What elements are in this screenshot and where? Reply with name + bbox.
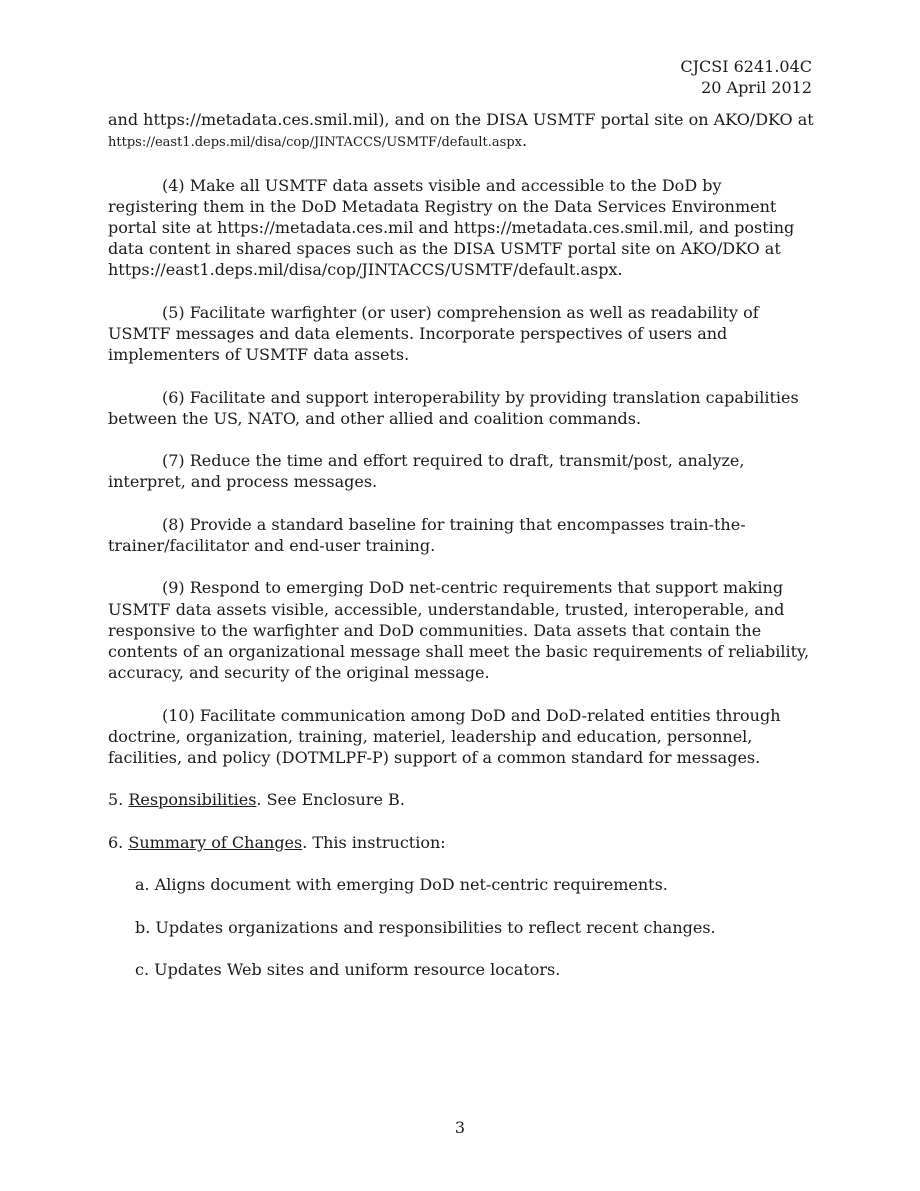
document-header xyxy=(680,56,812,98)
intro-paragraph xyxy=(108,109,816,153)
section-5-text: . See Enclosure B. xyxy=(256,790,405,810)
section-5-title: Responsibilities xyxy=(128,790,257,810)
change-item-c: c. Updates Web sites and uniform resource locators. xyxy=(135,959,561,979)
section-6-title: Summary of Changes xyxy=(128,832,303,852)
paragraph-6: (6) Facilitate and support interoperability by providing translation capabilities between the US, NATO, and other allied and coalition commands. xyxy=(108,387,799,428)
paragraph-5: (5) Facilitate warfighter (or user) comprehension as well as readability of USMTF messages and data elements. Incorporate perspectives of users and implementers of USMTF data assets. xyxy=(108,302,759,365)
paragraph-9: (9) Respond to emerging DoD net-centric requirements that support making USMTF data assets visible, accessible, understandable, trusted, interoperable, and responsive to the warfighter and DoD communities. Data assets that contain the contents of an organizational message shall meet the basic requirements of reliability, accuracy, and security of the original message. xyxy=(108,578,810,683)
paragraph-4: (4) Make all USMTF data assets visible and accessible to the DoD by registering them in the DoD Metadata Registry on the Data Services Environment portal site at https://metadata.ces.mil and https://metadata.ces.smil.mil, and posting data content in shared spaces such as the DISA USMTF portal site on AKO/DKO at https://east1.deps.mil/disa/cop/JINTACCS/USMTF/default.aspx. xyxy=(108,175,795,280)
document-id: CJCSI 6241.04C xyxy=(680,57,812,76)
section-5-number: 5. xyxy=(108,790,129,810)
page-number: 3 xyxy=(454,1118,466,1137)
section-6-text: . This instruction: xyxy=(302,832,446,852)
intro-text: and https://metadata.ces.smil.mil), and on the DISA USMTF portal site on AKO/DKO at xyxy=(108,110,814,129)
section-5-responsibilities xyxy=(108,789,816,810)
change-item-b: b. Updates organizations and responsibilities to reflect recent changes. xyxy=(135,917,716,937)
document-date: 20 April 2012 xyxy=(701,78,812,97)
change-item-a: a. Aligns document with emerging DoD net-centric requirements. xyxy=(135,875,668,895)
portal-url: https://east1.deps.mil/disa/cop/JINTACCS/USMTF/default.aspx xyxy=(108,135,522,151)
paragraph-8: (8) Provide a standard baseline for training that encompasses train-the-trainer/facilitator and end-user training. xyxy=(108,514,746,555)
paragraph-10: (10) Facilitate communication among DoD and DoD-related entities through doctrine, organization, training, materiel, leadership and education, personnel, facilities, and policy (DOTMLPF-P) support of a common standard for messages. xyxy=(108,705,781,767)
section-6-summary xyxy=(108,832,816,853)
document-body xyxy=(108,109,816,980)
section-6-number: 6. xyxy=(108,832,129,852)
intro-end: . xyxy=(521,131,528,151)
paragraph-7: (7) Reduce the time and effort required to draft, transmit/post, analyze, interpret, and process messages. xyxy=(108,451,745,492)
